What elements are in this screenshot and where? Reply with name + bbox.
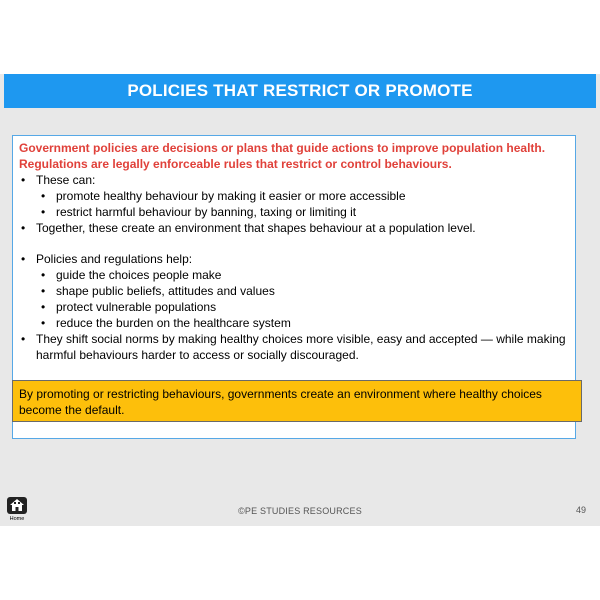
slide — [0, 74, 600, 526]
sub-bullet-item: • guide the choices people make — [36, 267, 569, 283]
home-label: Home — [9, 516, 25, 522]
bullet-item — [19, 220, 569, 236]
sub-bullet-item: • reduce the burden on the healthcare system — [36, 315, 569, 331]
bullet-item — [19, 251, 569, 331]
sub-bullet-item: • promote healthy behaviour by making it easier or more accessible — [36, 188, 569, 204]
bullet-list — [19, 251, 569, 364]
slide-title: POLICIES THAT RESTRICT OR PROMOTE — [4, 74, 596, 108]
bullet-item — [19, 331, 569, 363]
bullet-text: They shift social norms by making healthy choices more visible, easy and accepted — while making harmful behaviours harder to access or socially discouraged. — [36, 332, 566, 363]
bullet-text: Policies and regulations help: — [36, 251, 193, 266]
footer-copyright: ©PE STUDIES RESOURCES — [238, 506, 362, 516]
bullet-text: Together, these create an environment that shapes behaviour at a population level. — [36, 221, 476, 236]
bullet-item — [19, 172, 569, 220]
intro-definition: Government policies are decisions or plans that guide actions to improve population health. Regulations are legally enforceable rules that restrict or control behaviours. — [19, 141, 546, 172]
bullet-list — [19, 172, 569, 236]
page-number: 49 — [575, 505, 586, 515]
sub-bullet-item: • restrict harmful behaviour by banning, taxing or limiting it — [36, 204, 569, 220]
bullet-text: These can: — [36, 173, 96, 188]
sub-bullet-list — [36, 267, 569, 331]
sub-bullet-list — [36, 188, 569, 220]
sub-bullet-item: • shape public beliefs, attitudes and values — [36, 283, 569, 299]
sub-bullet-item: • protect vulnerable populations — [36, 299, 569, 315]
summary-callout: By promoting or restricting behaviours, governments create an environment where healthy choices become the default. — [12, 380, 582, 422]
